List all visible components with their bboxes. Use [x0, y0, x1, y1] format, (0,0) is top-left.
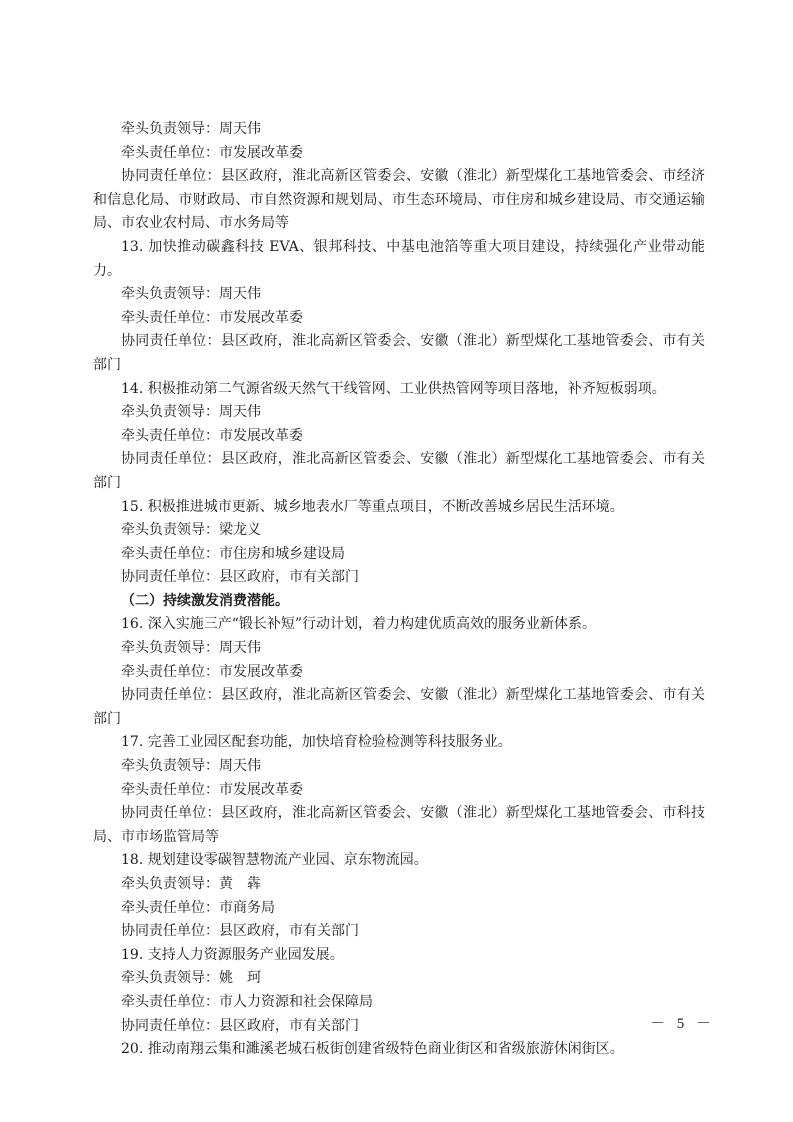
section-heading: （二）持续激发消费潜能。: [121, 592, 289, 609]
text-line: 牵头责任单位：市发展改革委: [121, 309, 303, 326]
text-line: 牵头责任单位：市发展改革委: [121, 427, 303, 444]
text-line: 协同责任单位：县区政府，淮北高新区管委会、安徽（淮北）新型煤化工基地管委会、市有关部门: [93, 451, 705, 491]
text-line: 协同责任单位：县区政府，淮北高新区管委会、安徽（淮北）新型煤化工基地管委会、市有关部门: [93, 333, 705, 373]
text-line: 牵头负责领导：周天伟: [121, 758, 261, 775]
text-line: 牵头责任单位：市发展改革委: [121, 781, 303, 798]
text-line: 牵头责任单位：市人力资源和社会保障局: [121, 993, 373, 1010]
text-line: 协同责任单位：县区政府，市有关部门: [121, 923, 359, 940]
text-line: 牵头负责领导：梁龙义: [121, 522, 261, 539]
text-line: 牵头责任单位：市发展改革委: [121, 663, 303, 680]
text-line: 协同责任单位：县区政府，淮北高新区管委会、安徽（淮北）新型煤化工基地管委会、市有关部门: [93, 687, 705, 727]
text-line: 19. 支持人力资源服务产业园发展。: [121, 946, 344, 963]
text-line: 协同责任单位：县区政府，淮北高新区管委会、安徽（淮北）新型煤化工基地管委会、市经济和信息化局、市财政局、市自然资源和规划局、市生态环境局、市住房和城乡建设局、市交通运输局、市农业农村局、市水务局等: [93, 168, 705, 232]
text-line: 14. 积极推动第二气源省级天然气干线管网、工业供热管网等项目落地，补齐短板弱项。: [121, 380, 666, 397]
text-line: 牵头负责领导：姚 珂: [121, 970, 261, 987]
text-line: 协同责任单位：县区政府，淮北高新区管委会、安徽（淮北）新型煤化工基地管委会、市科技局、市市场监管局等: [93, 805, 705, 845]
text-line: 牵头负责领导：周天伟: [121, 640, 261, 657]
text-line: 牵头负责领导：周天伟: [121, 404, 261, 421]
text-line: 牵头负责领导：周天伟: [121, 286, 261, 303]
text-line: 协同责任单位：县区政府，市有关部门: [121, 569, 359, 586]
text-line: 牵头负责领导：周天伟: [121, 121, 261, 137]
text-line: 牵头责任单位：市商务局: [121, 899, 275, 916]
text-line: 牵头责任单位：市发展改革委: [121, 144, 303, 161]
text-line: 17. 完善工业园区配套功能，加快培育检验检测等科技服务业。: [121, 734, 512, 751]
text-line: 18. 规划建设零碳智慧物流产业园、京东物流园。: [121, 852, 428, 869]
text-line: 13. 加快推动碳鑫科技 EVA、银邦科技、中基电池箔等重大项目建设，持续强化产业带动能力。: [93, 238, 705, 279]
text-line: 20. 推动南翔云集和濉溪老城石板街创建省级特色商业街区和省级旅游休闲街区。: [121, 1041, 624, 1058]
text-line: 牵头负责领导：黄 犇: [121, 876, 261, 892]
text-line: 协同责任单位：县区政府，市有关部门: [121, 1017, 359, 1034]
document-body: [93, 118, 705, 1062]
text-line: 牵头责任单位：市住房和城乡建设局: [121, 545, 345, 562]
page-number: － 5 －: [650, 1016, 716, 1032]
text-line: 16. 深入实施三产“锻长补短”行动计划，着力构建优质高效的服务业新体系。: [121, 616, 597, 633]
text-line: 15. 积极推进城市更新、城乡地表水厂等重点项目，不断改善城乡居民生活环境。: [121, 498, 624, 515]
